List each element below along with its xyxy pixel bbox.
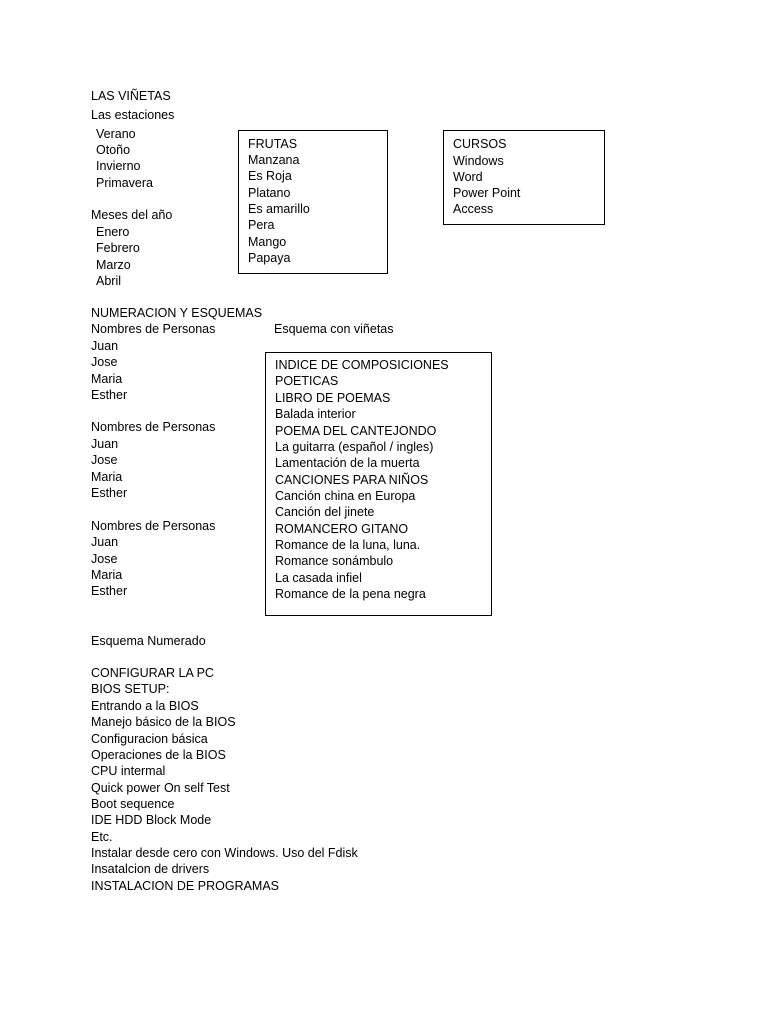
list-item: Insatalcion de drivers bbox=[91, 862, 210, 876]
list-item: POETICAS bbox=[275, 374, 339, 388]
list-item: Verano bbox=[96, 127, 136, 141]
list-item: Es Roja bbox=[248, 169, 292, 183]
list-item: Maria bbox=[91, 470, 123, 484]
list-item: BIOS SETUP: bbox=[91, 682, 170, 696]
list-item: CANCIONES PARA NIÑOS bbox=[275, 473, 429, 487]
group-heading: Nombres de Personas bbox=[91, 420, 216, 434]
group-heading: Nombres de Personas bbox=[91, 322, 216, 336]
list-item: Manzana bbox=[248, 153, 300, 167]
list-item: Jose bbox=[91, 453, 118, 467]
list-item: ROMANCERO GITANO bbox=[275, 522, 409, 536]
list-item: Windows bbox=[453, 154, 504, 168]
list-item: Otoño bbox=[96, 143, 131, 157]
list-item: INSTALACION DE PROGRAMAS bbox=[91, 879, 279, 893]
list-item: Operaciones de la BIOS bbox=[91, 748, 226, 762]
list-item: Manejo básico de la BIOS bbox=[91, 715, 236, 729]
list-item: Instalar desde cero con Windows. Uso del Fdisk bbox=[91, 846, 358, 860]
frutas-heading: FRUTAS bbox=[248, 137, 298, 151]
list-item: CPU intermal bbox=[91, 764, 166, 778]
list-item: Esther bbox=[91, 486, 128, 500]
list-item: Word bbox=[453, 170, 483, 184]
list-item: Quick power On self Test bbox=[91, 781, 230, 795]
cursos-box bbox=[443, 130, 605, 225]
cursos-heading: CURSOS bbox=[453, 137, 507, 151]
list-item: Maria bbox=[91, 372, 123, 386]
list-item: Jose bbox=[91, 355, 118, 369]
list-item: Jose bbox=[91, 552, 118, 566]
list-item: Pera bbox=[248, 218, 275, 232]
list-item: Juan bbox=[91, 535, 119, 549]
list-item: La casada infiel bbox=[275, 571, 362, 585]
page-title: LAS VIÑETAS bbox=[91, 89, 171, 103]
list-item: Abril bbox=[96, 274, 122, 288]
list-item: Entrando a la BIOS bbox=[91, 699, 199, 713]
list-item: Romance sonámbulo bbox=[275, 554, 394, 568]
list-item: POEMA DEL CANTEJONDO bbox=[275, 424, 437, 438]
list-item: Maria bbox=[91, 568, 123, 582]
list-item: Etc. bbox=[91, 830, 113, 844]
list-item: La guitarra (español / ingles) bbox=[275, 440, 434, 454]
list-item: Platano bbox=[248, 186, 291, 200]
list-item: Papaya bbox=[248, 251, 291, 265]
list-item: Mango bbox=[248, 235, 287, 249]
list-item: Juan bbox=[91, 339, 119, 353]
list-item: Marzo bbox=[96, 258, 131, 272]
esquema-numerado-heading: Esquema Numerado bbox=[91, 634, 206, 648]
list-item: Juan bbox=[91, 437, 119, 451]
list-item: Configuracion básica bbox=[91, 732, 208, 746]
list-item: Canción del jinete bbox=[275, 505, 375, 519]
list-item: Lamentación de la muerta bbox=[275, 456, 420, 470]
esquema-vinetas-box bbox=[265, 352, 492, 616]
list-item: CONFIGURAR LA PC bbox=[91, 666, 214, 680]
estaciones-heading: Las estaciones bbox=[91, 108, 175, 122]
list-item: Primavera bbox=[96, 176, 153, 190]
list-item: LIBRO DE POEMAS bbox=[275, 391, 391, 405]
list-item: Invierno bbox=[96, 159, 141, 173]
list-item: Canción china en Europa bbox=[275, 489, 416, 503]
list-item: Balada interior bbox=[275, 407, 356, 421]
list-item: Febrero bbox=[96, 241, 140, 255]
list-item: Boot sequence bbox=[91, 797, 175, 811]
list-item: Esther bbox=[91, 584, 128, 598]
meses-heading: Meses del año bbox=[91, 208, 173, 222]
numeracion-heading: NUMERACION Y ESQUEMAS bbox=[91, 306, 263, 320]
frutas-box bbox=[238, 130, 388, 274]
esquema-vinetas-heading: Esquema con viñetas bbox=[274, 322, 394, 336]
list-item: Enero bbox=[96, 225, 130, 239]
list-item: Es amarillo bbox=[248, 202, 310, 216]
list-item: Romance de la luna, luna. bbox=[275, 538, 421, 552]
list-item: Access bbox=[453, 202, 494, 216]
group-heading: Nombres de Personas bbox=[91, 519, 216, 533]
list-item: INDICE DE COMPOSICIONES bbox=[275, 358, 449, 372]
list-item: IDE HDD Block Mode bbox=[91, 813, 212, 827]
list-item: Esther bbox=[91, 388, 128, 402]
list-item: Romance de la pena negra bbox=[275, 587, 426, 601]
list-item: Power Point bbox=[453, 186, 521, 200]
